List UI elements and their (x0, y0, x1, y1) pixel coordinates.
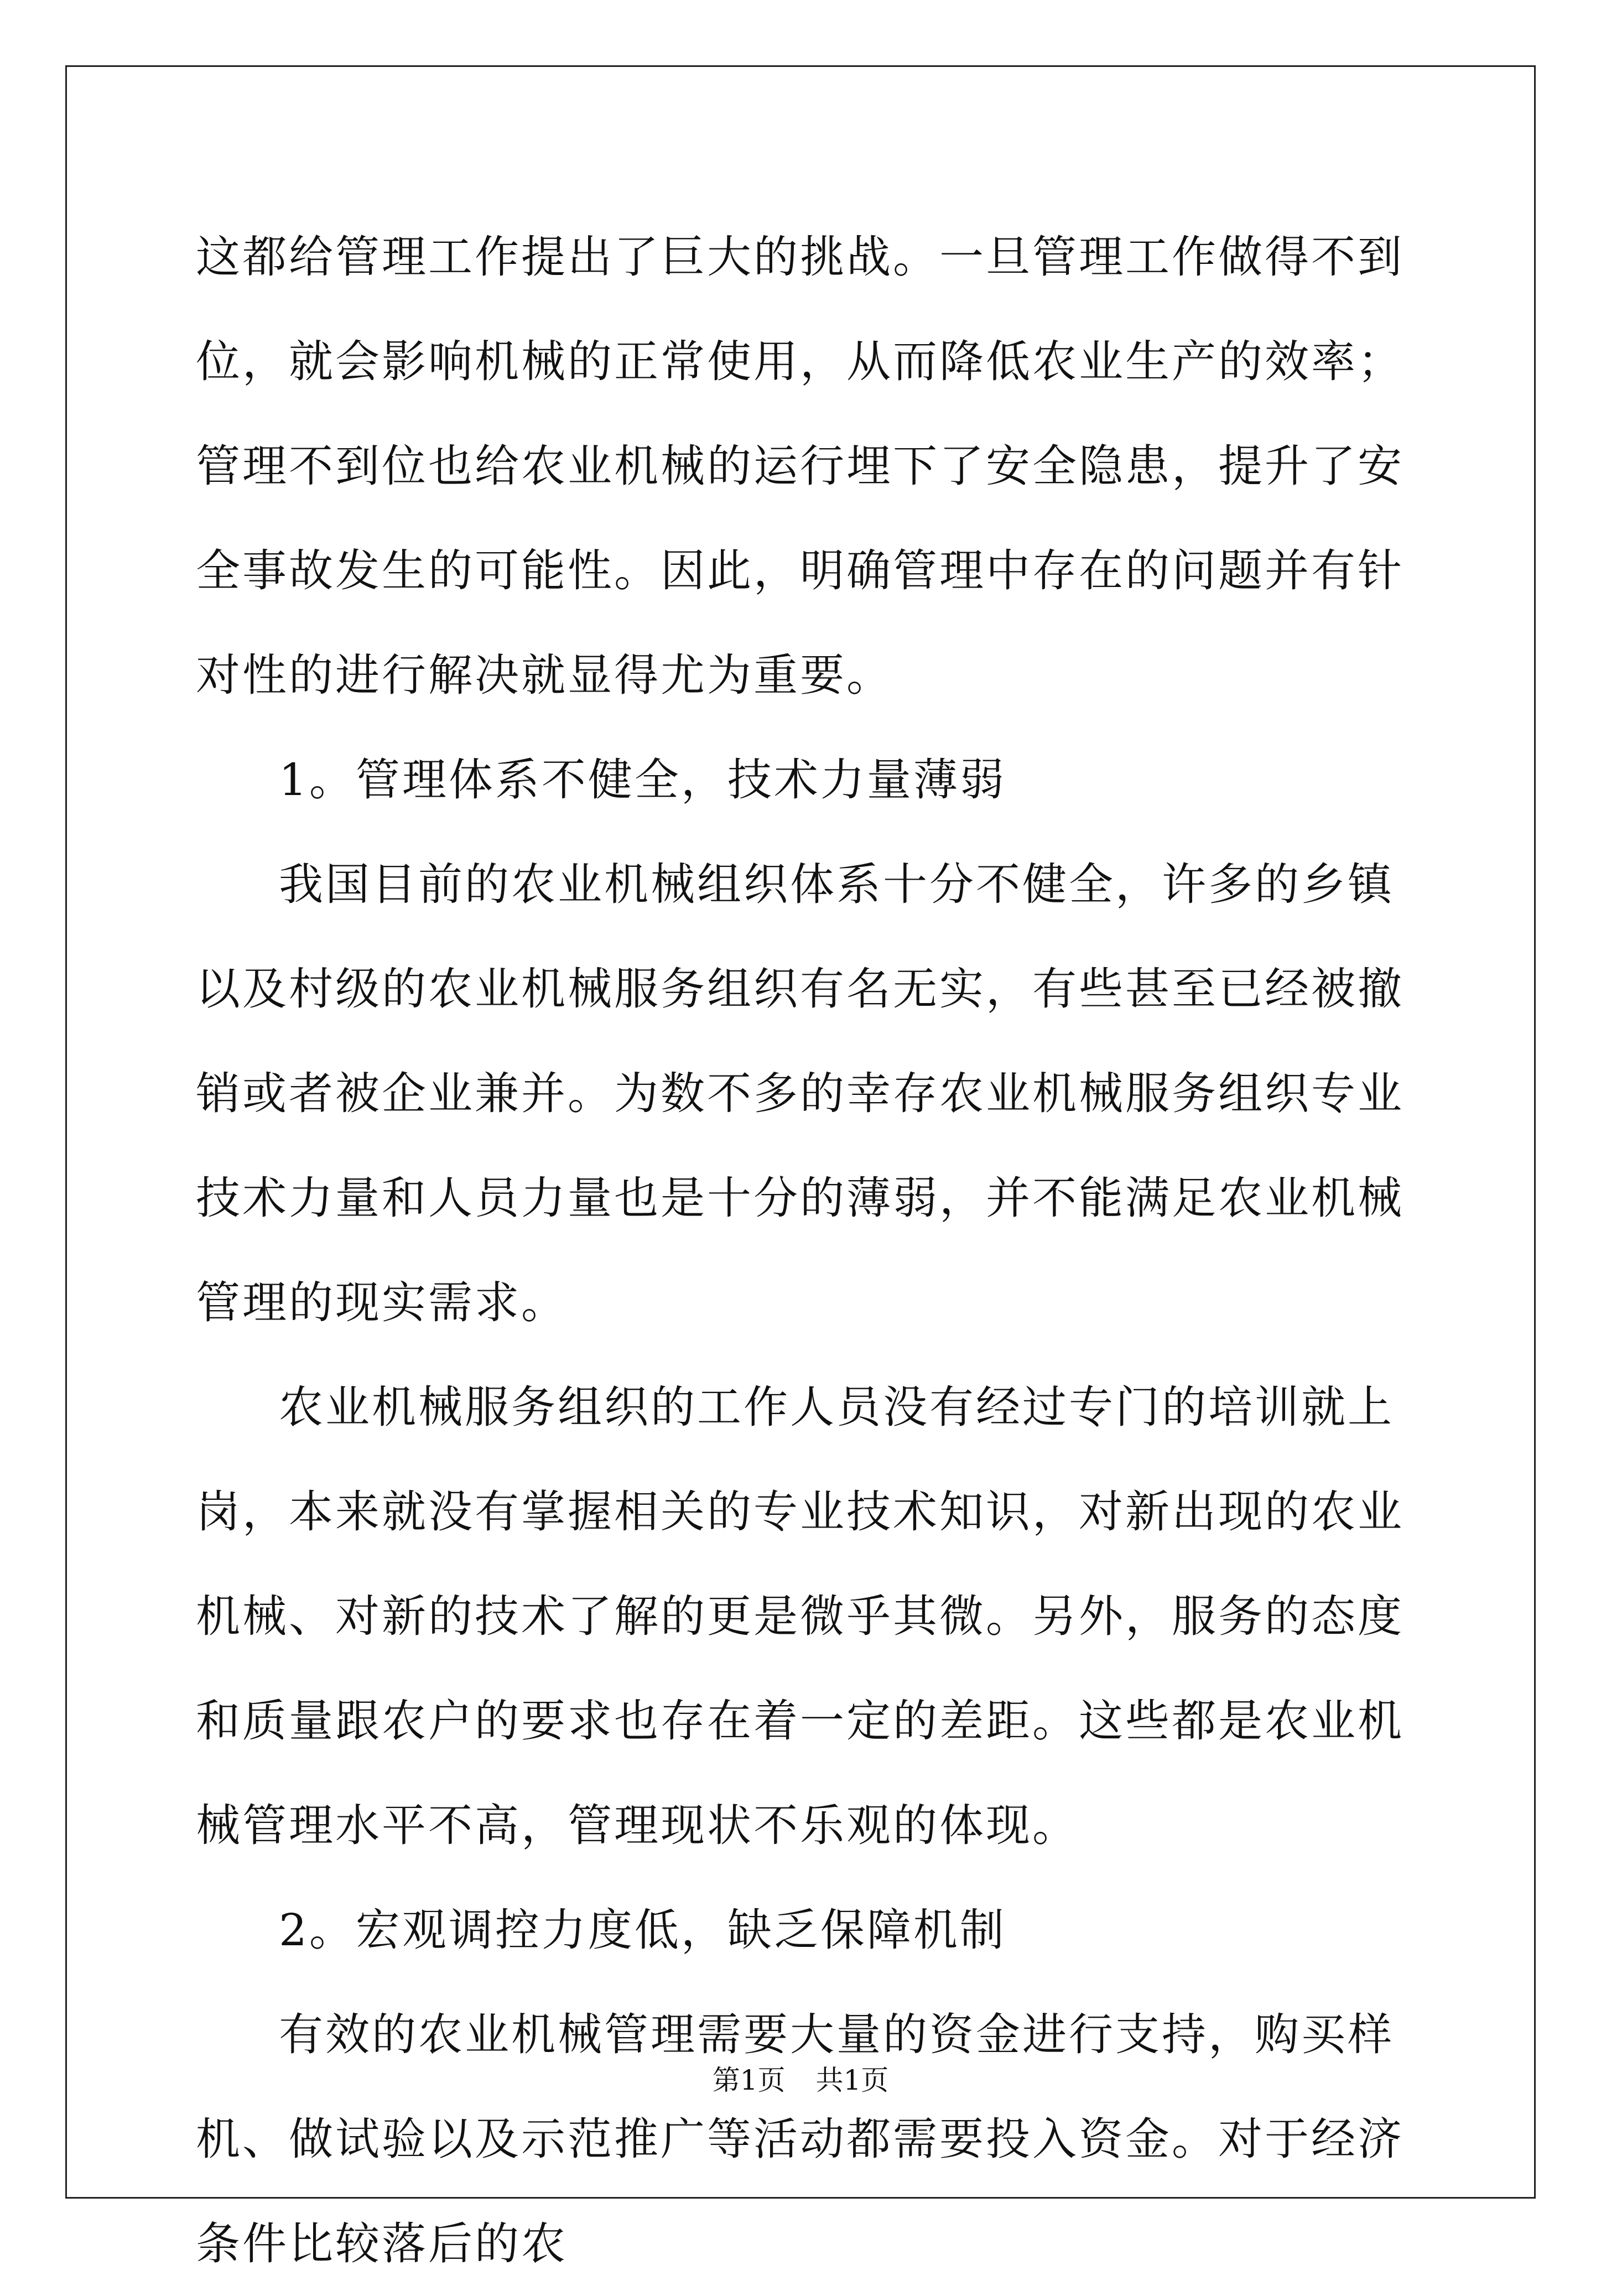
page-total: 共1页 (815, 2064, 889, 2096)
document-body (196, 205, 1410, 2296)
page-footer (0, 2058, 1601, 2098)
paragraph-1: 这都给管理工作提出了巨大的挑战。一旦管理工作做得不到位，就会影响机械的正常使用，从而降低农业生产的效率；管理不到位也给农业机械的运行埋下了安全隐患，提升了安全事故发生的可能性。因此，明确管理中存在的问题并有针对性的进行解决就显得尤为重要。 (196, 231, 1404, 701)
paragraph-4: 有效的农业机械管理需要大量的资金进行支持，购买样机、做试验以及示范推广等活动都需要投入资金。对于经济条件比较落后的农 (196, 2009, 1404, 2269)
page-number: 第1页 (712, 2064, 786, 2096)
paragraph-2: 我国目前的农业机械组织体系十分不健全，许多的乡镇以及村级的农业机械服务组织有名无实，有些甚至已经被撤销或者被企业兼并。为数不多的幸存农业机械服务组织专业技术力量和人员力量也是十分的薄弱，并不能满足农业机械管理的现实需求。 (196, 859, 1404, 1328)
section-heading-1: 1。管理体系不健全，技术力量薄弱 (279, 754, 1006, 806)
paragraph-3: 农业机械服务组织的工作人员没有经过专门的培训就上岗，本来就没有掌握相关的专业技术知识，对新出现的农业机械、对新的技术了解的更是微乎其微。另外，服务的态度和质量跟农户的要求也存在着一定的差距。这些都是农业机械管理水平不高，管理现状不乐观的体现。 (196, 1381, 1404, 1851)
section-heading-2: 2。宏观调控力度低，缺乏保障机制 (279, 1904, 1006, 1956)
